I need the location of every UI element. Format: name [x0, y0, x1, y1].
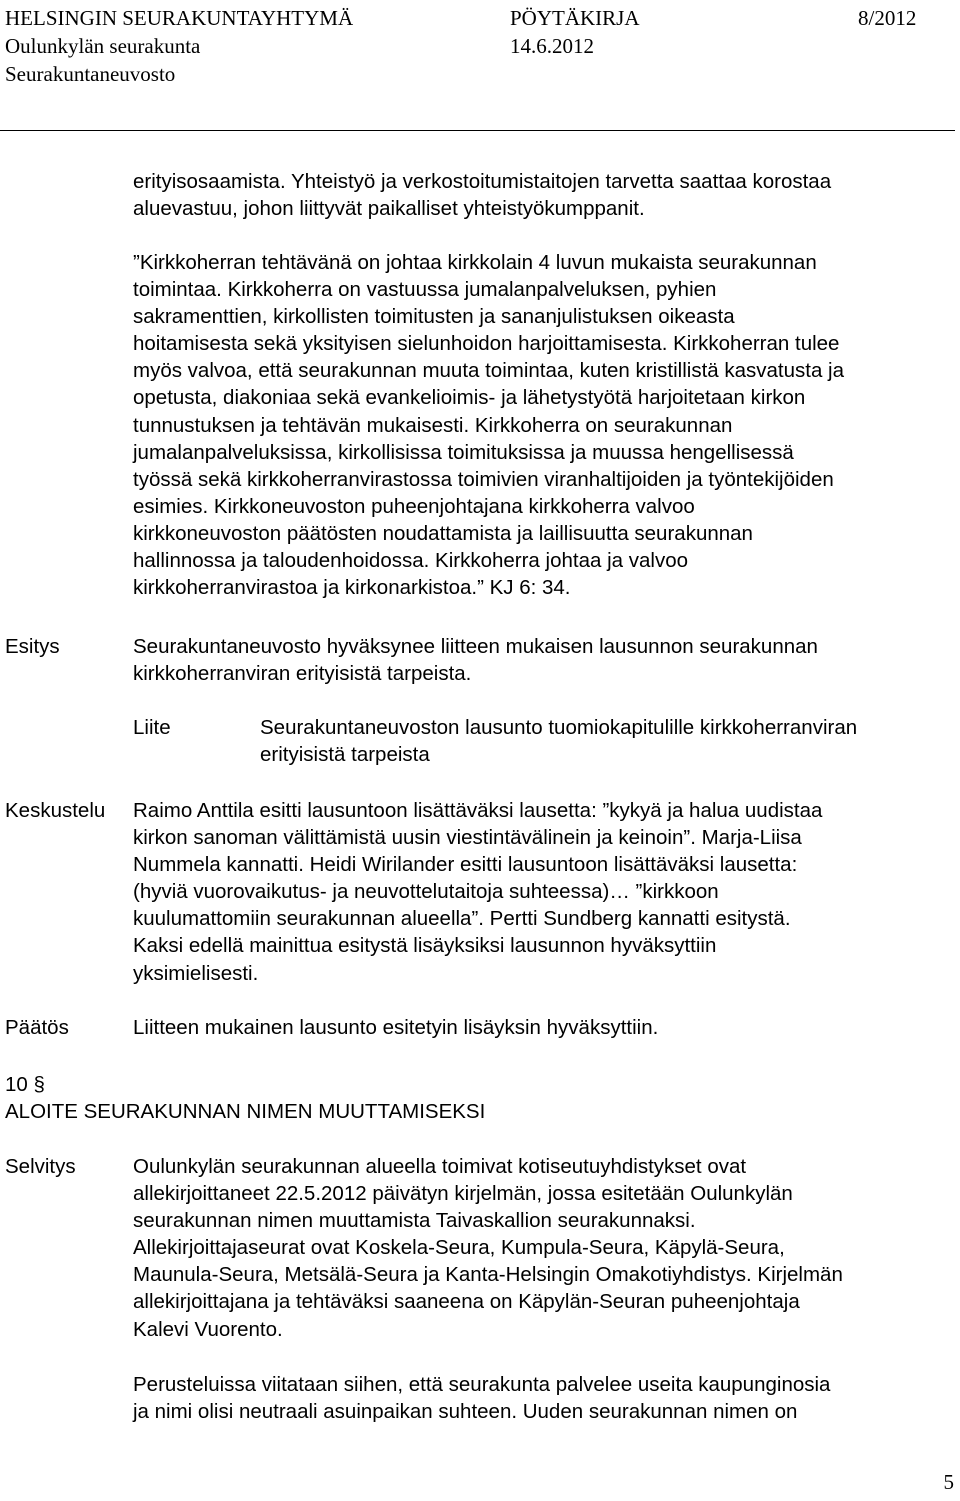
header-rule — [0, 130, 955, 131]
esitys-text: Seurakuntaneuvosto hyväksynee liitteen mukaisen lausunnon seurakunnan kirkkoherranviran erityisistä tarpeista. — [133, 635, 818, 686]
selvitys-text-2: Perusteluissa viitataan siihen, että seurakunta palvelee useita kaupunginosia ja nimi olisi neutraali asuinpaikan suhteen. Uuden seurakunnan nimen on — [133, 1373, 831, 1424]
header-org: HELSINGIN SEURAKUNTAYHTYMÄ — [5, 6, 354, 30]
intro-paragraph: erityisosaamista. Yhteistyö ja verkostoitumistaitojen tarvetta saattaa korostaa aluevastuu, johon liittyvät paikalliset yhteistyökumppanit. — [133, 170, 832, 221]
selvitys-text: Oulunkylän seurakunnan alueella toimivat kotiseutuyhdistykset ovat allekirjoittaneet 22.5.2012 päivätyn kirjelmän, jossa esitetään Oulunkylän seurakunnan nimen muuttamista Taivaskallion seurakunnaksi. Allekirjoittajaseurat ovat Koskela-Seura, Kumpula-Seura, Käpylä-Seura, Maunula-Seura, Metsälä-Seura ja Kanta-Helsingin Omakotiyhdistys. Kirjelmän allekirjoittajana ja tehtäväksi saaneena on Käpylän-Seuran puheenjohtaja Kalevi Vuorento. — [133, 1155, 843, 1341]
header-date: 14.6.2012 — [510, 34, 594, 58]
page-number: 5 — [943, 1470, 954, 1494]
selvitys-label: Selvitys — [5, 1155, 76, 1178]
keskustelu-label: Keskustelu — [5, 799, 106, 822]
section-number: 10 § — [5, 1073, 45, 1096]
liite-label: Liite — [133, 716, 171, 739]
quote-paragraph: ”Kirkkoherran tehtävänä on johtaa kirkkolain 4 luvun mukaista seurakunnan toimintaa. Kirkkoherra on vastuussa jumalanpalveluksen, pyhien sakramenttien, kirkollisten toimitusten ja sananjulistuksen oikeasta hoitamisesta sekä yksityisen sielunhoidon harjoittamisesta. Kirkkoherran tulee myös valvoa, että seurakunnan muuta toimintaa, kuten kristillistä kasvatusta ja opetusta, diakoniaa sekä evankelioimis- ja lähetystyötä harjoitetaan kirkon tunnustuksen ja tehtävän mukaisesti. Kirkkoherra on seurakunnan jumalanpalveluksissa, kirkollisissa toimituksissa ja muussa hengellisessä työssä sekä kirkkoherranvirastossa toimivien viranhaltijoiden ja työntekijöiden esimies. Kirkkoneuvoston puheenjohtajana kirkkoherra valvoo kirkkoneuvoston päätösten noudattamista ja laillisuutta seurakunnan hallinnossa ja taloudenhoidossa. Kirkkoherra johtaa ja valvoo kirkkoherranvirastoa ja kirkonarkistoa.” KJ 6: 34. — [133, 251, 845, 600]
paatos-label: Päätös — [5, 1016, 69, 1039]
section-title: ALOITE SEURAKUNNAN NIMEN MUUTTAMISEKSI — [5, 1100, 486, 1123]
liite-text: Seurakuntaneuvoston lausunto tuomiokapitulille kirkkoherranviran erityisistä tarpeista — [260, 716, 858, 767]
header-parish: Oulunkylän seurakunta — [5, 34, 201, 58]
esitys-label: Esitys — [5, 635, 60, 658]
keskustelu-text: Raimo Anttila esitti lausuntoon lisättäväksi lausetta: ”kykyä ja halua uudistaa kirkon sanoman välittämistä uusin viestintävälinein ja keinoin”. Marja-Liisa Nummela kannatti. Heidi Wirilander esitti lausuntoon lisättäväksi lausetta: (hyviä vuorovaikutus- ja neuvottelutaitoja suhteessa)… ”kirkkoon kuulumattomiin seurakunnan alueella”. Pertti Sundberg kannatti esitystä. Kaksi edellä mainittua esitystä lisäyksiksi lausunnon hyväksyttiin yksimielisesti. — [133, 799, 823, 985]
header-doc-number: 8/2012 — [858, 6, 917, 30]
header-body: Seurakuntaneuvosto — [5, 62, 176, 86]
paatos-text: Liitteen mukainen lausunto esitetyin lisäyksin hyväksyttiin. — [133, 1016, 659, 1039]
header-doc-type: PÖYTÄKIRJA — [510, 6, 640, 30]
